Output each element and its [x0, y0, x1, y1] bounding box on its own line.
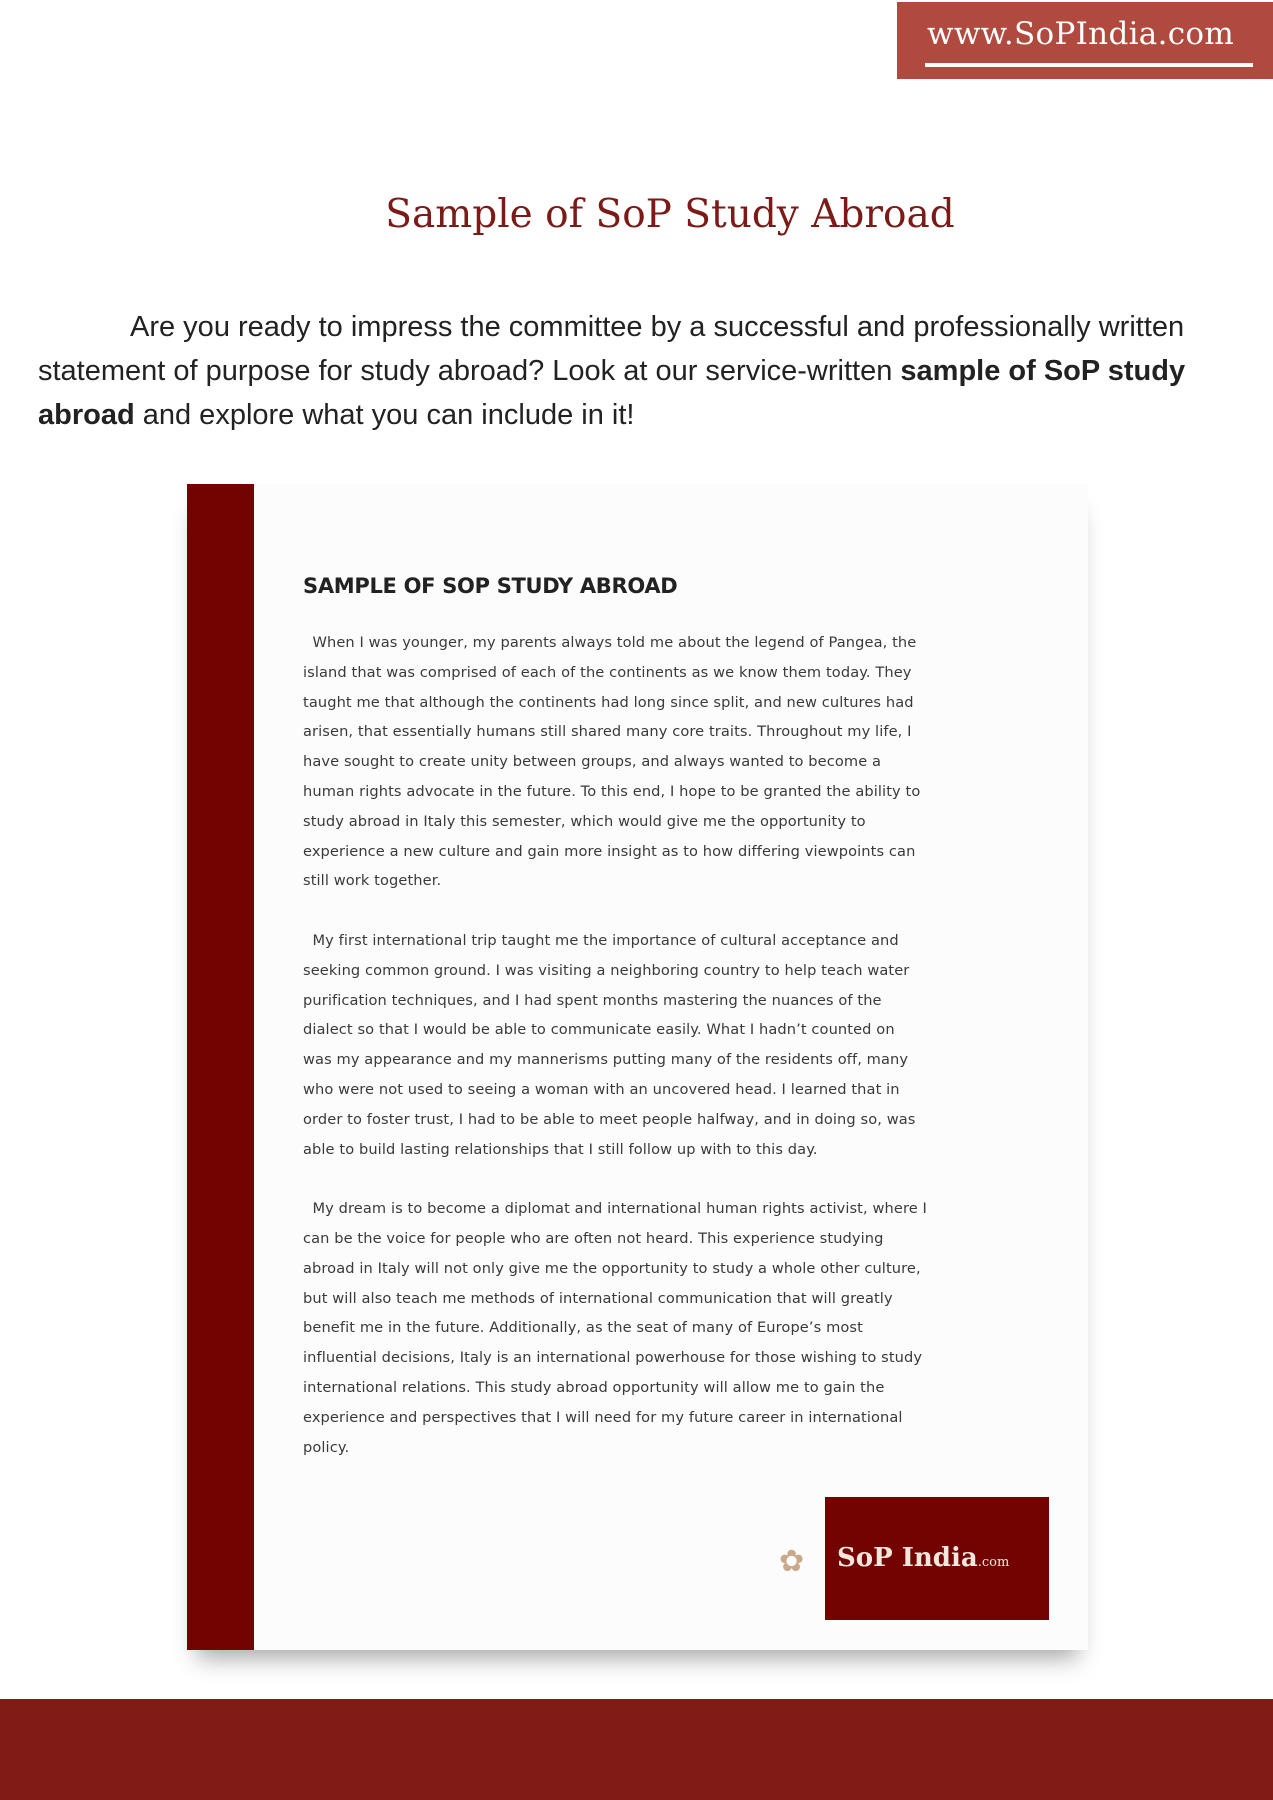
document-line: was my appearance and my mannerisms putting many of the residents off, many — [303, 1051, 909, 1069]
document-line: but will also teach me methods of international communication that will greatly — [303, 1289, 893, 1307]
intro-text: Are you ready to impress the committee by a successful and professionally written statement of purpose for study abroad? Look at our service-written — [38, 311, 1185, 387]
document-paragraph — [303, 926, 1063, 1164]
document-line: My dream is to become a diplomat and international human rights activist, where I — [303, 1200, 927, 1218]
site-link[interactable] — [897, 2, 1273, 79]
logo-suffix: .com — [977, 1555, 1010, 1570]
lotus-icon: ✿ — [779, 1545, 805, 1578]
document-line: international relations. This study abroad opportunity will allow me to gain the — [303, 1378, 885, 1396]
document-line: experience a new culture and gain more insight as to how differing viewpoints can — [303, 842, 916, 860]
intro-bold-link: sample of SoP study abroad — [38, 355, 1186, 431]
document-line: taught me that although the continents had long since split, and new cultures had — [303, 693, 914, 711]
document-paragraph — [303, 628, 1063, 896]
footer-bar — [0, 1699, 1273, 1800]
document-line: influential decisions, Italy is an international powerhouse for those wishing to study — [303, 1349, 923, 1367]
document-line: benefit me in the future. Additionally, as the seat of many of Europe’s most — [303, 1319, 863, 1337]
sample-document-image — [187, 484, 1088, 1650]
document-line: arisen, that essentially humans still shared many core traits. Throughout my life, I — [303, 723, 912, 741]
intro-paragraph — [38, 305, 1248, 437]
site-link-underline — [925, 63, 1253, 67]
site-link-text: www.SoPIndia.com — [927, 16, 1235, 52]
document-line: My first international trip taught me the importance of cultural acceptance and — [303, 931, 899, 949]
logo-name: SoP India — [837, 1543, 978, 1573]
document-side-bar — [187, 484, 254, 1650]
document-line: still work together. — [303, 872, 442, 890]
document-line: experience and perspectives that I will need for my future career in international — [303, 1408, 903, 1426]
sop-india-logo — [825, 1497, 1049, 1620]
document-line: able to build lasting relationships that I still follow up with to this day. — [303, 1140, 818, 1158]
document-line: policy. — [303, 1438, 350, 1456]
intro-text-end: and explore what you can include in it! — [134, 399, 635, 431]
document-line: abroad in Italy will not only give me the opportunity to study a whole other culture, — [303, 1259, 921, 1277]
document-line: order to foster trust, I had to be able to meet people halfway, and in doing so, was — [303, 1110, 916, 1128]
document-line: dialect so that I would be able to communicate easily. What I hadn’t counted on — [303, 1021, 895, 1039]
document-line: When I was younger, my parents always told me about the legend of Pangea, the — [303, 634, 917, 651]
document-line: study abroad in Italy this semester, which would give me the opportunity to — [303, 812, 866, 830]
document-line: seeking common ground. I was visiting a neighboring country to help teach water — [303, 961, 910, 979]
document-line: can be the voice for people who are often not heard. This experience studying — [303, 1229, 884, 1247]
page-title: Sample of SoP Study Abroad — [385, 192, 955, 237]
document-paragraph — [303, 1194, 1063, 1462]
document-line: have sought to create unity between groups, and always wanted to become a — [303, 753, 882, 771]
document-line: human rights advocate in the future. To this end, I hope to be granted the ability to — [303, 782, 921, 800]
document-heading: SAMPLE OF SOP STUDY ABROAD — [303, 574, 678, 598]
document-text — [303, 574, 1063, 1492]
document-line: who were not used to seeing a woman with an uncovered head. I learned that in — [303, 1080, 900, 1098]
document-line: island that was comprised of each of the continents as we know them today. They — [303, 663, 912, 681]
document-line: purification techniques, and I had spent months mastering the nuances of the — [303, 991, 882, 1009]
